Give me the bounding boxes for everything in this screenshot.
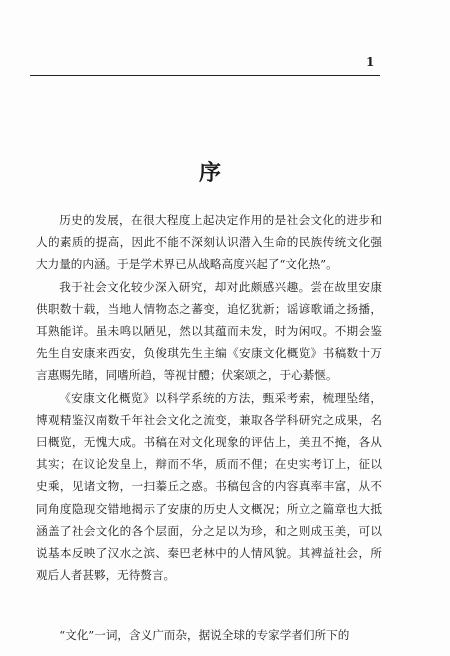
header-rule [30, 75, 380, 76]
paragraph-cut-line: “文化”一词，含义广而杂，据说全球的专家学者们所下的 [59, 628, 350, 642]
page-number: 1 [366, 55, 375, 69]
body-text [36, 209, 382, 586]
page-title: 序 [198, 160, 221, 186]
paragraph: 历史的发展，在很大程度上起决定作用的是社会文化的进步和人的素质的提高，因此不能不深刻认识潜入生命的民族传统文化强大力量的内涵。于是学术界已从战略高度兴起了“文化热”。 [36, 213, 382, 272]
paragraph: 《安康文化概览》以科学系统的方法，甄采考索，梳理坠绪，博观精鉴汉南数千年社会文化之流变，兼取各学科研究之成果，名曰概览，无愧大成。书稿在对文化现象的评估上，美丑不掩，各从其实；在议论发皇上，辩而不华，质而不俚；在史实考订上，征以史乘，见诸文物，一扫蓁丘之惑。书稿包含的内容真率丰富，从不同角度隐现交错地揭示了安康的历史人文概况；所立之篇章也大抵涵盖了社会文化的各个层面，分之足以为珍，和之则成玉美，可以说基本反映了汉水之滨、秦巴老林中的人情风貌。其裨益社会，所观后人者甚夥，无待赘言。 [36, 390, 382, 583]
paragraph: 我于社会文化较少深入研究，却对此颇感兴趣。尝在故里安康供职数十载，当地人情物态之蕃变，追忆犹新；谣谚歌诵之扬播，耳熟能详。虽未鸣以陋见，然以其蕴而未发，时为闲叹。不期会鉴先生自安康来西安，负俊琪先生主编《安康文化概览》书稿数十万言惠赐先睹，同嗜所趋，等视甘醴；伏案颂之，于心綦惬。 [36, 279, 382, 383]
